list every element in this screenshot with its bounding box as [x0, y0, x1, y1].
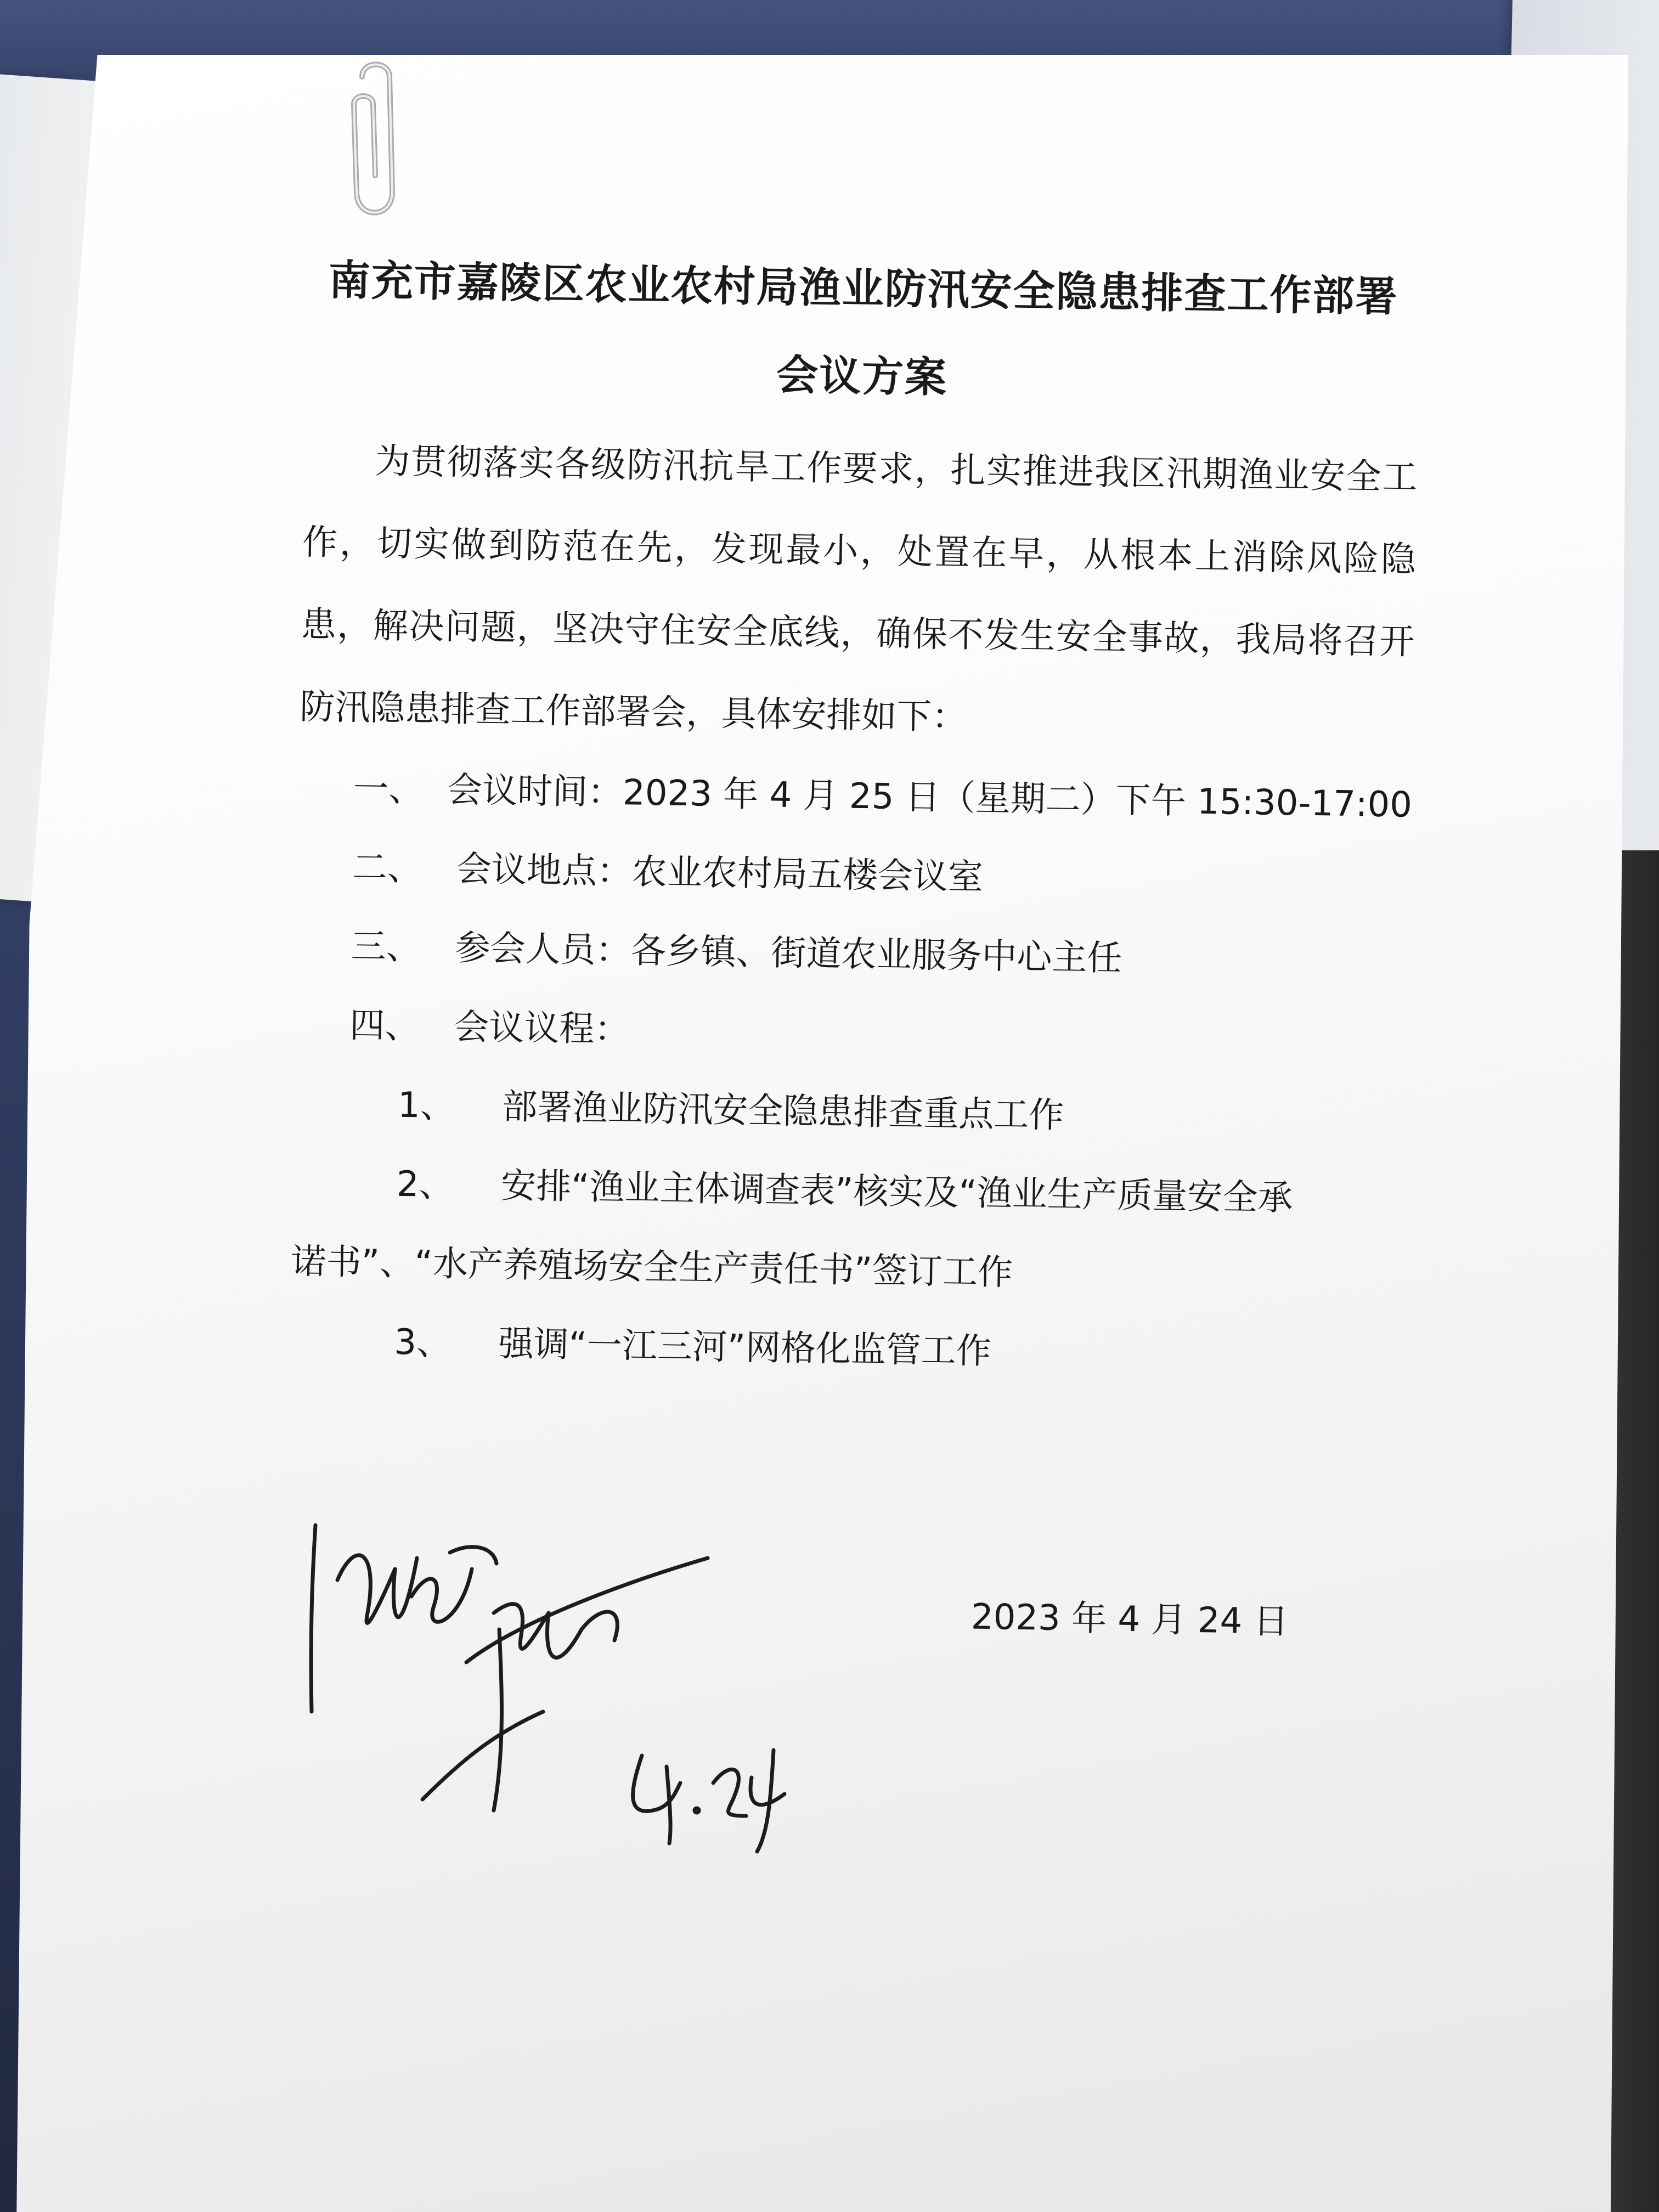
document-date: 2023 年 4 月 24 日 [970, 1596, 1289, 1643]
item-text: 会议时间：2023 年 4 月 25 日（星期二）下午 15:30-17:00 [447, 770, 1413, 826]
item-number: 四、 [349, 1005, 420, 1047]
document-title [304, 236, 1421, 429]
paperclip-icon [340, 55, 417, 230]
title-line-1: 南充市嘉陵区农业农村局渔业防汛安全隐患排查工作部署 [328, 255, 1399, 321]
signature-date-glyphs [620, 1734, 795, 1854]
title-line-2: 会议方案 [776, 350, 948, 402]
document-body [289, 236, 1421, 1398]
item-number: 二、 [352, 847, 423, 889]
item-number: 三、 [351, 926, 422, 968]
agenda-number: 3、 [393, 1322, 452, 1364]
agenda-text: 部署渔业防汛安全隐患排查重点工作 [501, 1086, 1064, 1136]
intro-paragraph: 为贯彻落实各级防汛抗旱工作要求，扎实推进我区汛期渔业安全工作，切实做到防范在先，发现最小，处置在早，从根本上消除风险隐患，解决问题，坚决守住安全底线，确保不发生安全事故，我局将召开防汛隐患排查工作部署会，具体安排如下： [299, 441, 1418, 738]
agenda-text: 安排“渔业主体调查表”核实及“渔业生产质量安全承 [500, 1165, 1294, 1219]
agenda-text: 强调“一江三河”网格化监管工作 [498, 1323, 992, 1372]
agenda-number: 2、 [396, 1164, 455, 1206]
item-text: 会议议程： [453, 1007, 630, 1051]
signature-date [620, 1734, 795, 1854]
agenda-number: 1、 [397, 1085, 456, 1127]
item-number: 一、 [353, 768, 424, 810]
agenda-item-2-continued: 诺书”、“水产养殖场安全生产责任书”签订工作 [291, 1241, 1013, 1294]
item-text: 会议地点：农业农村局五楼会议室 [456, 849, 984, 898]
item-text: 参会人员：各乡镇、街道农业服务中心主任 [455, 928, 1123, 979]
